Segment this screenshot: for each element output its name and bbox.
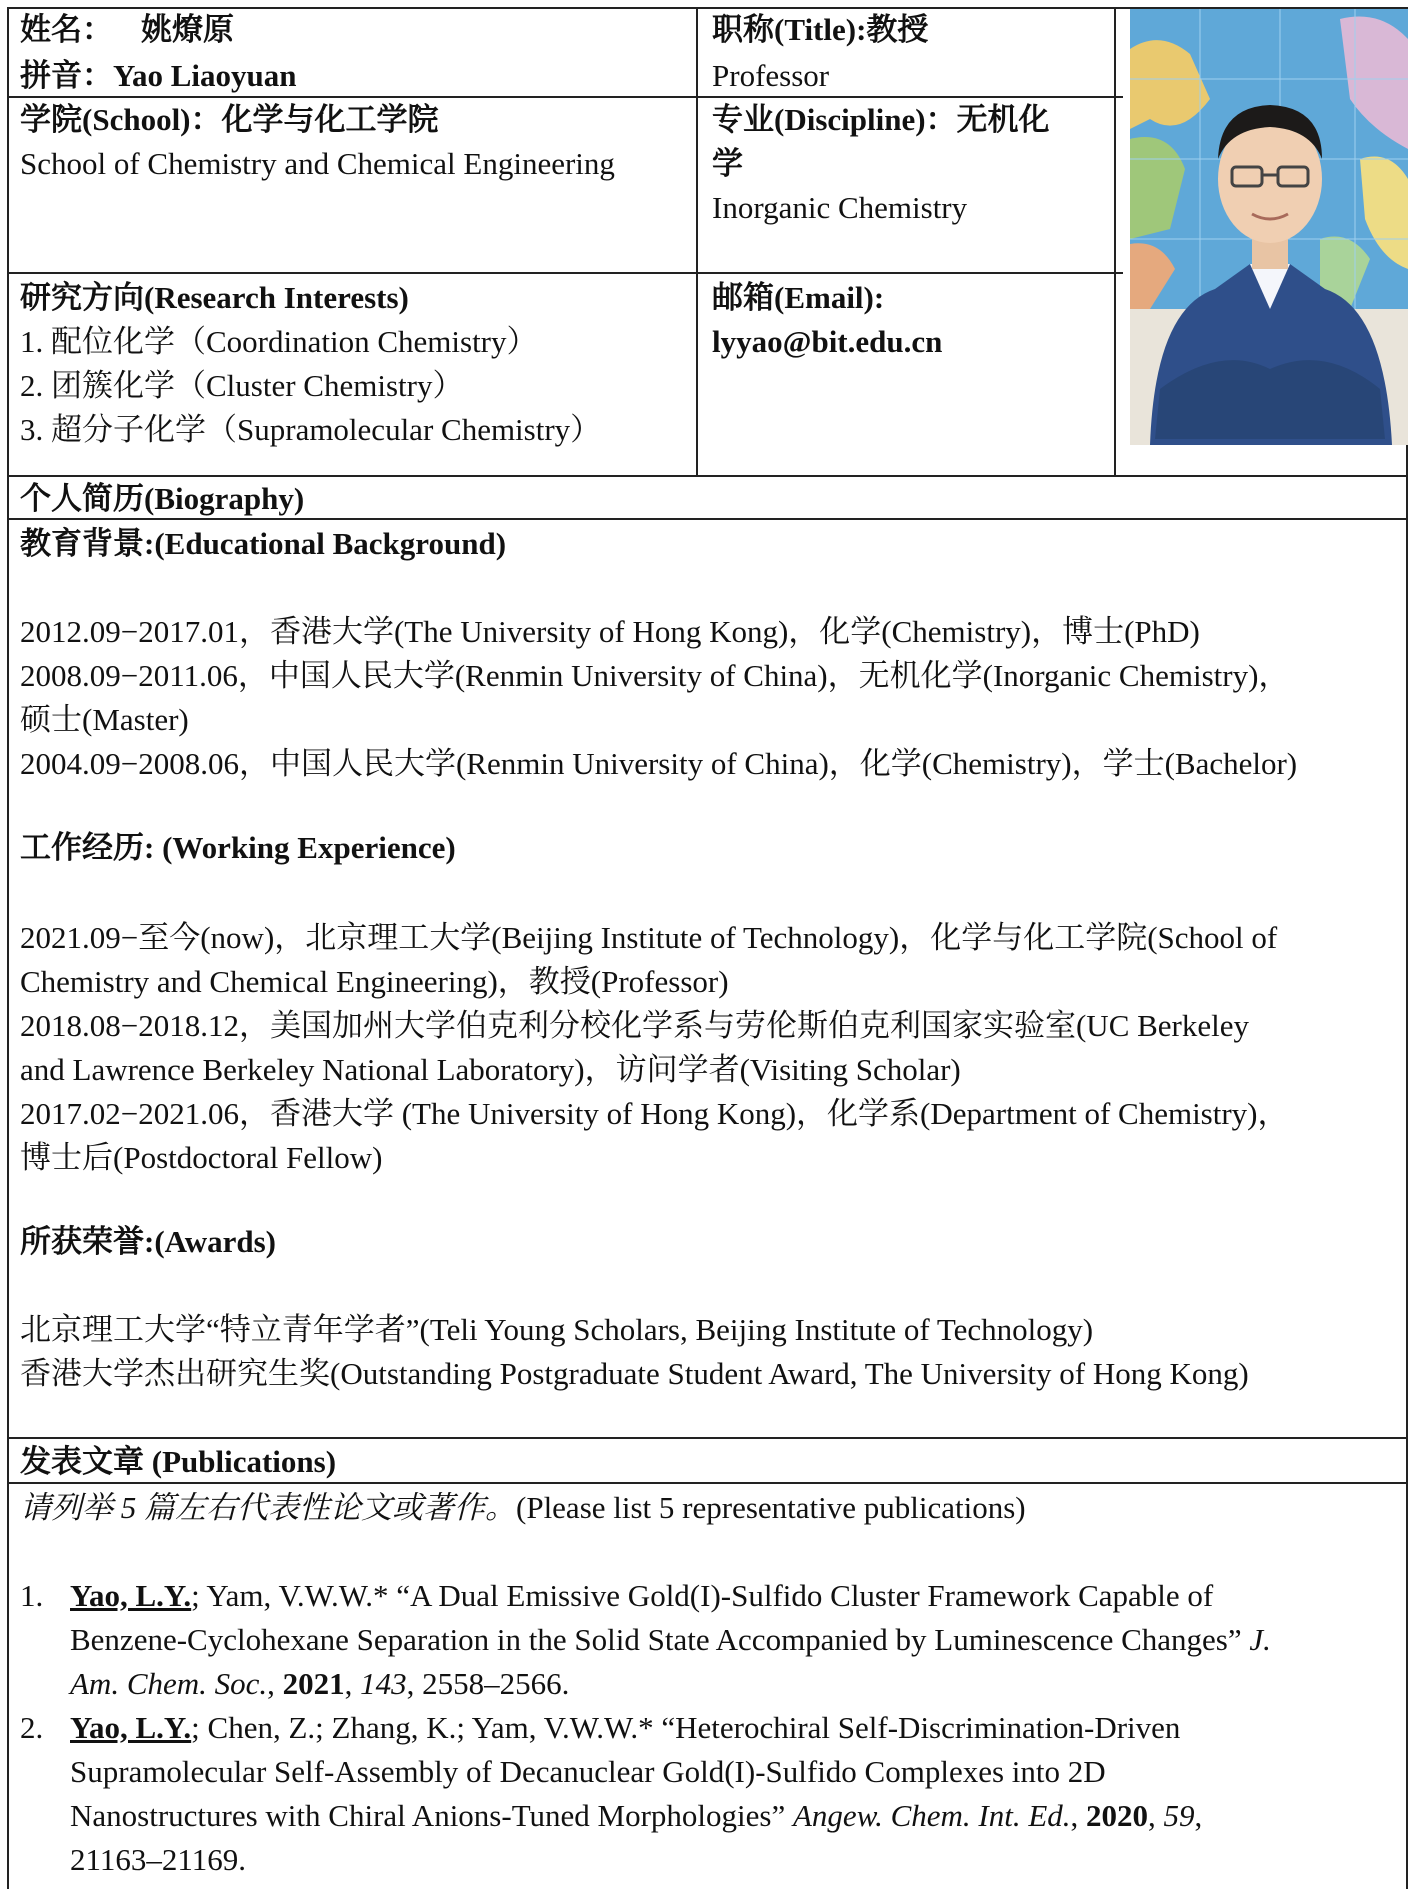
divider-row2: [7, 272, 1123, 274]
work-item: 2021.09−至今(now)，北京理工大学(Beijing Institute of Technology)，化学与化工学院(School of: [20, 920, 1278, 955]
research-item: 2. 团簇化学（Cluster Chemistry）: [20, 368, 464, 403]
publication-year: 2021: [282, 1666, 345, 1701]
pinyin-label: 拼音：Yao Liaoyuan: [20, 58, 297, 93]
publication-line: Am. Chem. Soc., 2021, 143, 2558–2566.: [70, 1666, 570, 1701]
divider-publications-start: [7, 1437, 1408, 1439]
work-item: 博士后(Postdoctoral Fellow): [20, 1140, 383, 1175]
pinyin-value: Yao Liaoyuan: [113, 58, 297, 93]
publication-line: Benzene-Cyclohexane Separation in the Solid State Accompanied by Luminescence Changes” J.: [70, 1622, 1271, 1657]
publication-line: Yao, L.Y.; Yam, V.W.W.* “A Dual Emissive Gold(I)-Sulfido Cluster Framework Capable of: [70, 1578, 1214, 1613]
work-title: 工作经历: (Working Experience): [20, 830, 456, 865]
publication-author: Yao, L.Y.: [70, 1578, 192, 1613]
publication-line: Nanostructures with Chiral Anions-Tuned Morphologies” Angew. Chem. Int. Ed., 2020, 59,: [70, 1798, 1203, 1833]
title-label: 职称(Title):教授: [712, 12, 929, 47]
publication-volume: 143: [360, 1666, 407, 1701]
publication-volume: 59: [1163, 1798, 1195, 1833]
publication-line: 21163–21169.: [70, 1842, 246, 1877]
divider-col1: [696, 7, 698, 477]
name-value: 姚燎原: [141, 12, 234, 47]
publication-number: 2.: [20, 1710, 44, 1745]
school-value: School of Chemistry and Chemical Engineering: [20, 146, 615, 181]
work-item: and Lawrence Berkeley National Laboratory)，访问学者(Visiting Scholar): [20, 1052, 961, 1087]
divider-col2: [1114, 7, 1116, 477]
work-item: Chemistry and Chemical Engineering)，教授(Professor): [20, 964, 729, 999]
publication-author: Yao, L.Y.: [70, 1710, 192, 1745]
biography-title: 个人简历(Biography): [20, 481, 305, 516]
publication-line: Yao, L.Y.; Chen, Z.; Zhang, K.; Yam, V.W.W.* “Heterochiral Self-Discrimination-Driven: [70, 1710, 1181, 1745]
publication-journal: Angew. Chem. Int. Ed.: [793, 1798, 1071, 1833]
education-title: 教育背景:(Educational Background): [20, 526, 507, 561]
work-item: 2017.02−2021.06，香港大学 (The University of Hong Kong)，化学系(Department of Chemistry)，: [20, 1096, 1289, 1131]
discipline-label-cont: 学: [712, 146, 743, 181]
award-item: 北京理工大学“特立青年学者”(Teli Young Scholars, Beijing Institute of Technology): [20, 1312, 1094, 1347]
research-item: 1. 配位化学（Coordination Chemistry）: [20, 324, 538, 359]
name-label: 姓名： 姚燎原: [20, 12, 234, 47]
instruction-en: (Please list 5 representative publications): [516, 1490, 1026, 1525]
education-item: 2012.09−2017.01，香港大学(The University of Hong Kong)，化学(Chemistry)，博士(PhD): [20, 614, 1200, 649]
publication-line: Supramolecular Self-Assembly of Decanuclear Gold(I)-Sulfido Complexes into 2D: [70, 1754, 1106, 1789]
school-label: 学院(School)：化学与化工学院: [20, 102, 439, 137]
instruction-cn: 请列举 5 篇左右代表性论文或著作。: [20, 1490, 516, 1525]
discipline-value: Inorganic Chemistry: [712, 190, 968, 225]
research-item: 3. 超分子化学（Supramolecular Chemistry）: [20, 412, 602, 447]
title-value: Professor: [712, 58, 830, 93]
publication-year: 2020: [1086, 1798, 1149, 1833]
awards-title: 所获荣誉:(Awards): [20, 1224, 277, 1259]
email-value: lyyao@bit.edu.cn: [712, 324, 943, 359]
education-item: 2008.09−2011.06，中国人民大学(Renmin University of China)，无机化学(Inorganic Chemistry)，: [20, 658, 1290, 693]
work-item: 2018.08−2018.12，美国加州大学伯克利分校化学系与劳伦斯伯克利国家实验室(UC Berkeley: [20, 1008, 1250, 1043]
education-item: 硕士(Master): [20, 702, 189, 737]
publication-number: 1.: [20, 1578, 44, 1613]
discipline-label: 专业(Discipline)：无机化: [712, 102, 1050, 137]
research-label: 研究方向(Research Interests): [20, 280, 409, 315]
award-item: 香港大学杰出研究生奖(Outstanding Postgraduate Student Award, The University of Hong Kong): [20, 1356, 1249, 1391]
email-label: 邮箱(Email):: [712, 280, 885, 315]
publications-instruction: [20, 1486, 1026, 1530]
education-item: 2004.09−2008.06，中国人民大学(Renmin University of China)，化学(Chemistry)，学士(Bachelor): [20, 746, 1298, 781]
portrait-photo-icon: [1130, 9, 1408, 445]
publications-title: 发表文章 (Publications): [20, 1444, 337, 1479]
publication-journal: Am. Chem. Soc.: [70, 1666, 268, 1701]
